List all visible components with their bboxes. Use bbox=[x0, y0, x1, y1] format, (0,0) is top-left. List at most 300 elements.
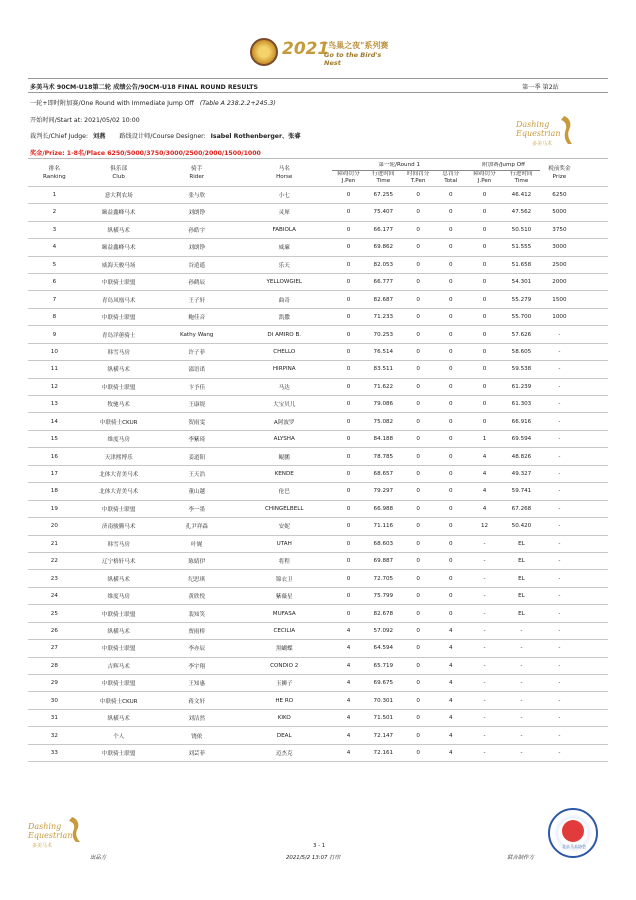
cell-r1-jpen: 0 bbox=[332, 256, 366, 273]
cell-spacer bbox=[578, 727, 608, 744]
cell-prize: - bbox=[540, 552, 578, 569]
cell-club: 中联骑士联盟 bbox=[81, 308, 157, 325]
cell-r1-jpen: 4 bbox=[332, 657, 366, 674]
table-row bbox=[28, 675, 608, 692]
cell-club: 个人 bbox=[81, 727, 157, 744]
table-row bbox=[28, 204, 608, 221]
cell-prize: - bbox=[540, 587, 578, 604]
cell-spacer bbox=[578, 500, 608, 517]
cell-horse: 威廉 bbox=[237, 239, 332, 256]
table-row bbox=[28, 483, 608, 500]
cell-r1-time: 71.622 bbox=[365, 378, 401, 395]
cell-jo-jpen: 0 bbox=[467, 239, 503, 256]
cell-r1-time: 79.086 bbox=[365, 396, 401, 413]
cell-horse: FABIOLA bbox=[237, 221, 332, 238]
cell-r1-jpen: 4 bbox=[332, 727, 366, 744]
cell-prize: - bbox=[540, 343, 578, 360]
cell-prize: - bbox=[540, 570, 578, 587]
cell-jo-jpen: - bbox=[467, 675, 503, 692]
cell-club: 青岛洋蕙骑士 bbox=[81, 326, 157, 343]
cell-rank: 1 bbox=[28, 186, 81, 203]
cell-r1-jpen: 0 bbox=[332, 518, 366, 535]
cell-prize: - bbox=[540, 396, 578, 413]
cell-spacer bbox=[578, 396, 608, 413]
table-row bbox=[28, 709, 608, 726]
cell-jo-jpen: 0 bbox=[467, 378, 503, 395]
cell-horse: KENDE bbox=[237, 465, 332, 482]
cell-r1-tpen: 0 bbox=[401, 587, 435, 604]
cell-r1-time: 66.777 bbox=[365, 273, 401, 290]
cell-rank: 20 bbox=[28, 518, 81, 535]
cell-horse: CHELLO bbox=[237, 343, 332, 360]
cell-jo-jpen: - bbox=[467, 587, 503, 604]
cell-jo-jpen: 4 bbox=[467, 448, 503, 465]
cell-jo-jpen: 0 bbox=[467, 186, 503, 203]
col-rank: 排名 Ranking bbox=[43, 166, 66, 180]
brand-line1: Dashing bbox=[516, 120, 550, 129]
cell-prize: 2500 bbox=[540, 256, 578, 273]
cell-spacer bbox=[578, 326, 608, 343]
cell-rank: 33 bbox=[28, 744, 81, 761]
cell-rank: 25 bbox=[28, 605, 81, 622]
cell-club: 中联骑士联盟 bbox=[81, 273, 157, 290]
cell-jo-jpen: 4 bbox=[467, 500, 503, 517]
cell-prize: - bbox=[540, 692, 578, 709]
cell-club: 辽宁格轩马术 bbox=[81, 552, 157, 569]
cell-jo-jpen: 0 bbox=[467, 256, 503, 273]
cell-r1-jpen: 0 bbox=[332, 448, 366, 465]
cell-rank: 19 bbox=[28, 500, 81, 517]
cell-spacer bbox=[578, 587, 608, 604]
cell-jo-jpen: 0 bbox=[467, 221, 503, 238]
cell-r1-total: 0 bbox=[435, 500, 467, 517]
cell-jo-jpen: - bbox=[467, 692, 503, 709]
brand-cn: 多美马术 bbox=[532, 141, 553, 147]
cell-r1-time: 66.177 bbox=[365, 221, 401, 238]
cell-jo-jpen: 0 bbox=[467, 326, 503, 343]
cell-jo-jpen: - bbox=[467, 727, 503, 744]
cell-r1-tpen: 0 bbox=[401, 483, 435, 500]
cell-spacer bbox=[578, 343, 608, 360]
cell-r1-total: 0 bbox=[435, 273, 467, 290]
cell-r1-tpen: 0 bbox=[401, 343, 435, 360]
cell-r1-time: 57.092 bbox=[365, 622, 401, 639]
cell-prize: - bbox=[540, 483, 578, 500]
cell-prize: - bbox=[540, 535, 578, 552]
cell-r1-time: 78.785 bbox=[365, 448, 401, 465]
cell-club: 韩雪马房 bbox=[81, 535, 157, 552]
cell-rank: 30 bbox=[28, 692, 81, 709]
cell-r1-jpen: 0 bbox=[332, 483, 366, 500]
cell-horse: 凯撒 bbox=[237, 308, 332, 325]
footer-right-label: 联合制作方 bbox=[507, 855, 534, 861]
cell-horse: HIRPINA bbox=[237, 361, 332, 378]
cell-rider: 孙皓宇 bbox=[157, 221, 237, 238]
cell-rider: 王知惠 bbox=[157, 675, 237, 692]
cell-jo-jpen: 1 bbox=[467, 430, 503, 447]
cell-rider: 鲍佳音 bbox=[157, 308, 237, 325]
col-jo-jpen: 障碍罚分 J.Pen bbox=[473, 170, 496, 185]
cell-jo-time: 57.626 bbox=[502, 326, 540, 343]
cell-prize: - bbox=[540, 326, 578, 343]
table-row bbox=[28, 256, 608, 273]
table-row bbox=[28, 500, 608, 517]
cell-club: 颐益鑫峰马术 bbox=[81, 204, 157, 221]
cell-club: 中联骑士联盟 bbox=[81, 744, 157, 761]
cell-rider: 饶依 bbox=[157, 727, 237, 744]
footer-brand-logo bbox=[28, 815, 98, 855]
col-prize: 税前奖金 Prize bbox=[548, 166, 571, 180]
cell-spacer bbox=[578, 640, 608, 657]
cell-r1-jpen: 0 bbox=[332, 308, 366, 325]
cell-spacer bbox=[578, 605, 608, 622]
cell-rank: 9 bbox=[28, 326, 81, 343]
footer-brand-cn: 多美马术 bbox=[32, 843, 53, 849]
cell-jo-time: 66.916 bbox=[502, 413, 540, 430]
cell-spacer bbox=[578, 378, 608, 395]
cell-r1-total: 0 bbox=[435, 378, 467, 395]
cell-prize: - bbox=[540, 465, 578, 482]
cell-rider: 纪思琪 bbox=[157, 570, 237, 587]
cell-horse: 鲲鹏 bbox=[237, 448, 332, 465]
cell-r1-time: 82.678 bbox=[365, 605, 401, 622]
cell-club: 牧驰马术 bbox=[81, 396, 157, 413]
col-r1-tpen: 时间罚分 T.Pen bbox=[406, 170, 430, 185]
cell-jo-jpen: - bbox=[467, 744, 503, 761]
cell-prize: - bbox=[540, 500, 578, 517]
cell-r1-time: 68.603 bbox=[365, 535, 401, 552]
cell-rank: 16 bbox=[28, 448, 81, 465]
cell-r1-jpen: 4 bbox=[332, 692, 366, 709]
cell-jo-jpen: 4 bbox=[467, 483, 503, 500]
cell-rider: 李宇翔 bbox=[157, 657, 237, 674]
cell-club: 北体大青美马术 bbox=[81, 483, 157, 500]
cell-r1-time: 65.719 bbox=[365, 657, 401, 674]
cell-r1-time: 72.705 bbox=[365, 570, 401, 587]
cell-prize: 5000 bbox=[540, 204, 578, 221]
cell-r1-time: 72.161 bbox=[365, 744, 401, 761]
cell-spacer bbox=[578, 239, 608, 256]
cell-rank: 7 bbox=[28, 291, 81, 308]
cell-r1-tpen: 0 bbox=[401, 709, 435, 726]
cell-r1-total: 4 bbox=[435, 622, 467, 639]
cell-rank: 21 bbox=[28, 535, 81, 552]
cell-jo-time: - bbox=[502, 744, 540, 761]
divider bbox=[28, 158, 608, 159]
cell-club: 中联骑士CKUR bbox=[81, 413, 157, 430]
cell-r1-tpen: 0 bbox=[401, 273, 435, 290]
cell-spacer bbox=[578, 186, 608, 203]
table-row bbox=[28, 186, 608, 203]
table-row bbox=[28, 326, 608, 343]
cell-prize: - bbox=[540, 640, 578, 657]
cell-jo-jpen: - bbox=[467, 535, 503, 552]
cell-club: 青岛凤凰马术 bbox=[81, 291, 157, 308]
table-row bbox=[28, 343, 608, 360]
cell-r1-time: 66.988 bbox=[365, 500, 401, 517]
cell-rider: 谷逍遥 bbox=[157, 256, 237, 273]
cell-r1-jpen: 0 bbox=[332, 396, 366, 413]
cell-rank: 17 bbox=[28, 465, 81, 482]
cell-r1-time: 76.514 bbox=[365, 343, 401, 360]
cell-rank: 2 bbox=[28, 204, 81, 221]
brand-logo bbox=[512, 112, 582, 152]
cell-rider: 董山越 bbox=[157, 483, 237, 500]
cell-prize: 3750 bbox=[540, 221, 578, 238]
cell-prize: - bbox=[540, 605, 578, 622]
cell-jo-time: 61.303 bbox=[502, 396, 540, 413]
cell-jo-jpen: 0 bbox=[467, 308, 503, 325]
cell-club: 意大利农场 bbox=[81, 186, 157, 203]
cell-horse: A阿波罗 bbox=[237, 413, 332, 430]
cell-r1-total: 4 bbox=[435, 727, 467, 744]
cell-jo-time: EL bbox=[502, 552, 540, 569]
cell-r1-tpen: 0 bbox=[401, 727, 435, 744]
cell-rider: 张与欣 bbox=[157, 186, 237, 203]
cell-club: 中联骑士CKUR bbox=[81, 692, 157, 709]
cell-r1-jpen: 4 bbox=[332, 675, 366, 692]
table-rule: (Table A 238.2.2+245.3) bbox=[199, 100, 276, 107]
footer-brand-line1: Dashing bbox=[28, 822, 62, 831]
cell-jo-time: - bbox=[502, 675, 540, 692]
cell-spacer bbox=[578, 361, 608, 378]
cell-r1-tpen: 0 bbox=[401, 204, 435, 221]
cell-r1-time: 70.301 bbox=[365, 692, 401, 709]
seal-emblem-icon bbox=[562, 820, 584, 842]
cell-jo-time: 61.239 bbox=[502, 378, 540, 395]
cell-club: 纵横马术 bbox=[81, 709, 157, 726]
cell-jo-time: EL bbox=[502, 587, 540, 604]
cell-rider: 刘朗铮 bbox=[157, 239, 237, 256]
table-row bbox=[28, 692, 608, 709]
cell-prize: - bbox=[540, 430, 578, 447]
cell-prize: - bbox=[540, 413, 578, 430]
table-row bbox=[28, 413, 608, 430]
cell-jo-time: - bbox=[502, 727, 540, 744]
cell-r1-time: 75.082 bbox=[365, 413, 401, 430]
cell-rider: 蒋文轩 bbox=[157, 692, 237, 709]
cell-jo-jpen: - bbox=[467, 640, 503, 657]
cell-club: 韩雪马房 bbox=[81, 343, 157, 360]
col-jumpoff: 附加赛/Jump Off bbox=[467, 162, 541, 170]
table-row bbox=[28, 570, 608, 587]
table-row bbox=[28, 744, 608, 761]
cell-r1-tpen: 0 bbox=[401, 239, 435, 256]
cell-r1-time: 70.253 bbox=[365, 326, 401, 343]
cell-rider: 贺雨雯 bbox=[157, 413, 237, 430]
cell-r1-time: 75.799 bbox=[365, 587, 401, 604]
cell-jo-time: 55.279 bbox=[502, 291, 540, 308]
table-row bbox=[28, 221, 608, 238]
cell-club: 纵横马术 bbox=[81, 622, 157, 639]
cell-club: 维度马房 bbox=[81, 587, 157, 604]
cell-horse: 迈杰克 bbox=[237, 744, 332, 761]
cell-spacer bbox=[578, 535, 608, 552]
event-logo bbox=[250, 38, 400, 66]
cell-rank: 8 bbox=[28, 308, 81, 325]
cell-jo-time: 55.700 bbox=[502, 308, 540, 325]
cell-spacer bbox=[578, 709, 608, 726]
cell-horse: MUFASA bbox=[237, 605, 332, 622]
cell-rank: 11 bbox=[28, 361, 81, 378]
cell-r1-total: 4 bbox=[435, 744, 467, 761]
cell-prize: - bbox=[540, 727, 578, 744]
table-row bbox=[28, 396, 608, 413]
cell-rank: 12 bbox=[28, 378, 81, 395]
cell-r1-time: 71.233 bbox=[365, 308, 401, 325]
cell-rank: 4 bbox=[28, 239, 81, 256]
cell-club: 中联骑士联盟 bbox=[81, 500, 157, 517]
logo-year: 2021 bbox=[282, 39, 330, 59]
logo-en-text: Go to the Bird's Nest bbox=[324, 51, 382, 67]
cell-rider: 陈婧伊 bbox=[157, 552, 237, 569]
cell-jo-jpen: 0 bbox=[467, 396, 503, 413]
cell-spacer bbox=[578, 256, 608, 273]
judge-name: 刘燕 bbox=[93, 133, 106, 140]
seal-text: 北京马术协会 bbox=[562, 844, 586, 849]
cell-prize: 6250 bbox=[540, 186, 578, 203]
cell-prize: 1500 bbox=[540, 291, 578, 308]
cell-r1-jpen: 0 bbox=[332, 378, 366, 395]
page-number: 3 - 1 bbox=[313, 843, 326, 849]
cell-club: 颐益鑫峰马术 bbox=[81, 239, 157, 256]
cell-r1-time: 83.511 bbox=[365, 361, 401, 378]
cell-horse: 玉狮子 bbox=[237, 675, 332, 692]
cell-prize: 1000 bbox=[540, 308, 578, 325]
cell-r1-jpen: 0 bbox=[332, 430, 366, 447]
cell-horse: 伦巴 bbox=[237, 483, 332, 500]
table-row bbox=[28, 291, 608, 308]
cell-spacer bbox=[578, 448, 608, 465]
cell-rider: 刘芸菲 bbox=[157, 744, 237, 761]
cell-horse: CONDIO 2 bbox=[237, 657, 332, 674]
cell-r1-time: 64.594 bbox=[365, 640, 401, 657]
cell-spacer bbox=[578, 291, 608, 308]
cell-jo-time: 50.420 bbox=[502, 518, 540, 535]
cell-rider: 刘朗铮 bbox=[157, 204, 237, 221]
divider bbox=[28, 92, 608, 93]
cell-r1-tpen: 0 bbox=[401, 256, 435, 273]
cell-rank: 13 bbox=[28, 396, 81, 413]
cell-r1-tpen: 0 bbox=[401, 518, 435, 535]
cell-rank: 18 bbox=[28, 483, 81, 500]
cell-r1-total: 0 bbox=[435, 361, 467, 378]
table-row bbox=[28, 587, 608, 604]
cell-r1-total: 0 bbox=[435, 535, 467, 552]
table-row bbox=[28, 727, 608, 744]
cell-spacer bbox=[578, 744, 608, 761]
cell-jo-jpen: - bbox=[467, 570, 503, 587]
cell-jo-jpen: 0 bbox=[467, 343, 503, 360]
cell-horse: ALYSHA bbox=[237, 430, 332, 447]
cell-jo-jpen: 0 bbox=[467, 291, 503, 308]
cell-r1-time: 72.147 bbox=[365, 727, 401, 744]
table-row bbox=[28, 273, 608, 290]
cell-r1-tpen: 0 bbox=[401, 657, 435, 674]
cell-spacer bbox=[578, 221, 608, 238]
cell-jo-time: - bbox=[502, 657, 540, 674]
cell-club: 中联骑士联盟 bbox=[81, 640, 157, 657]
cell-rank: 14 bbox=[28, 413, 81, 430]
cell-prize: - bbox=[540, 378, 578, 395]
cell-r1-total: 0 bbox=[435, 396, 467, 413]
seal-icon bbox=[548, 808, 598, 858]
cell-r1-total: 4 bbox=[435, 675, 467, 692]
cell-spacer bbox=[578, 518, 608, 535]
cell-rider: 王子轩 bbox=[157, 291, 237, 308]
cell-jo-jpen: - bbox=[467, 605, 503, 622]
cell-prize: - bbox=[540, 448, 578, 465]
cell-r1-jpen: 4 bbox=[332, 622, 366, 639]
cell-rank: 22 bbox=[28, 552, 81, 569]
cell-jo-time: 59.741 bbox=[502, 483, 540, 500]
cell-r1-total: 0 bbox=[435, 239, 467, 256]
cell-rider: 王天浩 bbox=[157, 465, 237, 482]
cell-r1-total: 0 bbox=[435, 430, 467, 447]
cell-r1-tpen: 0 bbox=[401, 640, 435, 657]
cell-rank: 24 bbox=[28, 587, 81, 604]
cell-rank: 23 bbox=[28, 570, 81, 587]
cell-r1-tpen: 0 bbox=[401, 326, 435, 343]
cell-rank: 29 bbox=[28, 675, 81, 692]
cell-jo-jpen: 12 bbox=[467, 518, 503, 535]
table-row bbox=[28, 308, 608, 325]
cell-r1-total: 0 bbox=[435, 448, 467, 465]
cell-rider: 李亦辰 bbox=[157, 640, 237, 657]
cell-r1-total: 0 bbox=[435, 186, 467, 203]
table-row bbox=[28, 239, 608, 256]
cell-jo-time: 59.538 bbox=[502, 361, 540, 378]
cell-rider: Kathy Wang bbox=[157, 326, 237, 343]
cell-rank: 31 bbox=[28, 709, 81, 726]
cell-r1-total: 0 bbox=[435, 483, 467, 500]
table-row bbox=[28, 361, 608, 378]
cell-r1-jpen: 0 bbox=[332, 326, 366, 343]
col-r1-time: 行进时间 Time bbox=[372, 170, 395, 185]
cell-prize: 3000 bbox=[540, 239, 578, 256]
cell-spacer bbox=[578, 552, 608, 569]
cell-r1-jpen: 0 bbox=[332, 535, 366, 552]
footer-brand-line2: Equestrian bbox=[28, 831, 73, 840]
table-row bbox=[28, 605, 608, 622]
cell-horse: HE RO bbox=[237, 692, 332, 709]
cell-horse: CHINGELBELL bbox=[237, 500, 332, 517]
cell-jo-time: EL bbox=[502, 535, 540, 552]
cell-horse: UTAH bbox=[237, 535, 332, 552]
cell-club: 纵横马术 bbox=[81, 570, 157, 587]
cell-rider: 孙鹤辰 bbox=[157, 273, 237, 290]
cell-r1-total: 4 bbox=[435, 692, 467, 709]
results-table bbox=[28, 162, 608, 762]
cell-rank: 27 bbox=[28, 640, 81, 657]
results-body bbox=[28, 186, 608, 761]
logo-badge-icon bbox=[250, 38, 278, 66]
cell-r1-total: 0 bbox=[435, 204, 467, 221]
cell-r1-tpen: 0 bbox=[401, 692, 435, 709]
cell-r1-jpen: 0 bbox=[332, 605, 366, 622]
cell-r1-time: 75.407 bbox=[365, 204, 401, 221]
cell-rider: 李一墨 bbox=[157, 500, 237, 517]
cell-prize: - bbox=[540, 518, 578, 535]
cell-spacer bbox=[578, 430, 608, 447]
cell-horse: 黑蝴蝶 bbox=[237, 640, 332, 657]
cell-jo-time: - bbox=[502, 692, 540, 709]
cell-prize: - bbox=[540, 709, 578, 726]
format-text: 一轮+即时附加赛/One Round with Immediate Jump Off bbox=[30, 100, 194, 107]
cell-club: 维度马房 bbox=[81, 430, 157, 447]
col-r1-total: 总罚分 Total bbox=[442, 170, 460, 185]
cell-r1-tpen: 0 bbox=[401, 221, 435, 238]
